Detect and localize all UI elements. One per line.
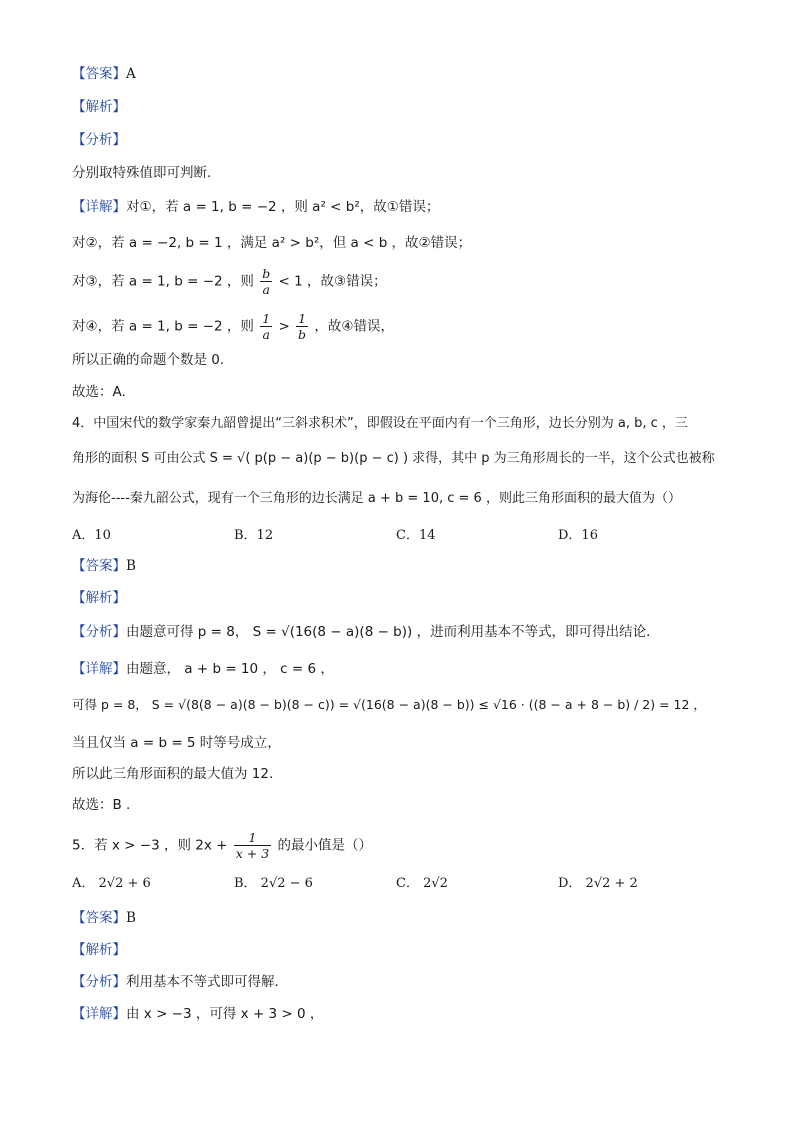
greater-than-sign: > [278,318,290,335]
q5-stem [72,830,754,861]
fraction-denominator: a [262,282,270,297]
detail-line-4 [72,311,754,342]
detail-line-1 [72,197,754,217]
q5-fenxi-line [72,972,754,992]
answer-value: B [126,910,136,926]
jiexi-tag: 【解析】 [72,590,126,606]
q4-detail-line-3: 当且仅当 a = b = 5 时等号成立， [72,735,281,751]
q4-detail-line-5: 故选：B . [72,797,131,813]
fenxi-text: 利用基本不等式即可得解． [126,974,288,990]
q5-option-a: A． 2√2 + 6 [72,876,151,891]
q4-option-b: B．12 [234,528,274,543]
detail-line-2: 对②，若 a = −2, b = 1 ，满足 a² > b²，但 a < b ，故②错误； [72,235,472,251]
jiexi-tag: 【解析】 [72,942,126,958]
q5-detail-line-1 [72,1004,754,1024]
detail-tag: 【详解】 [72,1006,126,1022]
detail-line-4-pre: 对④，若 a = 1, b = −2 ，则 [72,318,254,335]
q4-stem-line-2: 角形的面积 S 可由公式 S = √( p(p − a)(p − b)(p − c) ) 求得，其中 p 为三角形周长的一半，这个公式也被称 [72,451,715,466]
q4-jiexi-line [72,588,754,608]
detail-line-3-pre: 对③，若 a = 1, b = −2 ，则 [72,273,254,290]
fraction-numerator: 1 [234,830,271,846]
q5-option-d: D． 2√2 + 2 [558,876,638,891]
detail-text: 由题意， a + b = 10 ， c = 6 ， [126,661,334,677]
jiexi-line-1 [72,97,754,117]
fenxi-tag: 【分析】 [72,974,126,990]
detail-line-4-post: ，故④错误， [314,318,394,335]
q5-jiexi-line [72,940,754,960]
detail-tag: 【详解】 [72,661,126,677]
detail-tag: 【详解】 [72,199,126,215]
answer-tag: 【答案】 [72,910,126,926]
detail-text: 由 x > −3 ，可得 x + 3 > 0 ， [126,1006,324,1022]
q4-option-d: D．16 [558,528,598,543]
q5-stem-pre: 5．若 x > −3 ，则 2x + [72,837,228,854]
answer-tag: 【答案】 [72,66,126,82]
q4-detail-line-2: 可得 p = 8， S = √(8(8 − a)(8 − b)(8 − c)) = √(16(8 − a)(8 − b)) ≤ √16 · ((8 − a + 8 − b) / 2) = 12 ， [72,697,706,712]
detail-line-5: 所以正确的命题个数是 0. [72,352,225,368]
q5-answer-line [72,908,754,928]
q4-option-a: A．10 [72,528,111,543]
q4-detail-line-1 [72,659,754,679]
fenxi-tag: 【分析】 [72,624,126,640]
detail-line-3-post: < 1 ，故③错误； [278,273,387,290]
answer-value: A [126,66,136,82]
q4-fenxi-line [72,622,754,642]
fraction-1-over-b [296,311,308,342]
answer-value: B [126,558,136,574]
answer-tag: 【答案】 [72,558,126,574]
q4-stem-line-3: 为海伦----秦九韶公式，现有一个三角形的边长满足 a + b = 10, c = 6 ，则此三角形面积的最大值为（） [72,491,681,506]
q4-stem-line-1: 4．中国宋代的数学家秦九韶曾提出“三斜求积术”，即假设在平面内有一个三角形，边长分别为 a, b, c ，三 [72,416,688,431]
q4-detail-line-4: 所以此三角形面积的最大值为 12. [72,766,274,782]
fenxi-tag-line-1 [72,130,754,150]
fraction-denominator: a [262,327,270,342]
fraction-numerator: 1 [262,311,271,326]
q4-answer-line [72,556,754,576]
fraction-numerator: b [262,266,271,281]
detail-text: 对①，若 a = 1, b = −2 ，则 a² < b²，故①错误； [126,199,440,215]
q5-stem-post: 的最小值是（） [277,837,372,854]
fenxi-tag: 【分析】 [72,132,126,148]
fraction-b-over-a [260,266,272,297]
fraction-denominator: b [298,327,307,342]
q4-option-c: C．14 [396,528,436,543]
fraction-1-over-x-plus-3 [234,830,271,861]
fenxi-text-1: 分别取特殊值即可判断. [72,165,212,181]
q5-option-c: C． 2√2 [396,876,448,891]
q5-option-b: B． 2√2 − 6 [234,876,313,891]
answer-line-1 [72,64,754,84]
fenxi-text: 由题意可得 p = 8， S = √(16(8 − a)(8 − b)) ，进而利用基本不等式，即可得出结论． [126,624,660,640]
fraction-denominator: x + 3 [235,846,270,861]
fraction-numerator: 1 [296,311,308,327]
jiexi-tag: 【解析】 [72,99,126,115]
detail-line-6: 故选：A. [72,384,126,400]
detail-line-3 [72,266,754,297]
fraction-1-over-a [260,311,272,342]
